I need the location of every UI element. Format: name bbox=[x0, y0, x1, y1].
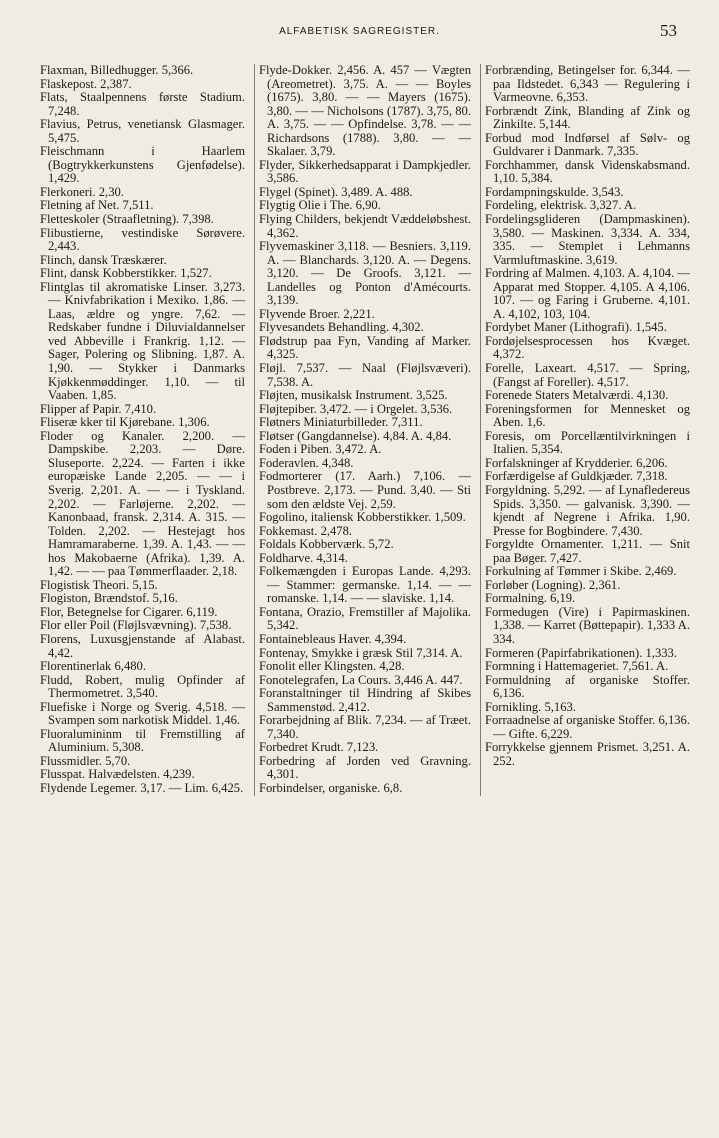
index-entry: Forgyldning. 5,292. — af Lynafledereus Spids. 3,350. — galvanisk. 3,390. — kjendt af Negrene i Afrika. 1,90. Presse for Bogbindere. 7,430. bbox=[485, 482, 690, 538]
index-entry: Flibustierne, vestindiske Sørøvere. 2,443. bbox=[40, 225, 245, 254]
index-entry: Flaxman, Billedhugger. 5,366. bbox=[40, 63, 194, 77]
index-entry: Flying Childers, bekjendt Væddeløbshest. 4,362. bbox=[259, 212, 471, 240]
index-column-right bbox=[480, 64, 690, 796]
index-entry: Formedugen (Vire) i Papirmaskinen. 1,338. — Karret (Bøttepapir). 1,333 A. 334. bbox=[485, 604, 690, 646]
index-entry: Forenede Staters Metalværdi. 4,130. bbox=[485, 388, 669, 403]
index-columns bbox=[40, 64, 690, 796]
index-entry: Flogistisk Theori. 5,15. bbox=[40, 577, 158, 592]
index-entry: Flyder, Sikkerhedsapparat i Dampkjedler. 3,586. bbox=[259, 157, 471, 186]
index-entry: Flint, dansk Kobberstikker. 1,527. bbox=[40, 266, 212, 281]
index-entry: Fokkemast. 2,478. bbox=[259, 523, 353, 538]
index-entry: Flavius, Petrus, venetiansk Glasmager. 5,475. bbox=[40, 117, 245, 145]
index-entry: Forkulning af Tømmer i Skibe. 2,469. bbox=[485, 564, 677, 579]
index-entry: Fordampningskulde. 3,543. bbox=[485, 184, 624, 199]
index-entry: Foldharve. 4,314. bbox=[259, 550, 348, 565]
index-entry: Flyvemaskiner 3,118. — Besniers. 3,119. A. — Blanchards. 3,120. A. — Degens. 3,120. — De Groofs. 3,121. — Landelles og Ponton d'Amécourts. 3,139. bbox=[259, 239, 471, 308]
index-entry: Foldals Kobberværk. 5,72. bbox=[259, 537, 394, 552]
index-entry: Forbedring af Jorden ved Gravning. 4,301. bbox=[259, 753, 471, 782]
index-entry: Foreningsformen for Mennesket og Aben. 1,6. bbox=[485, 401, 690, 430]
index-entry: Fløjtepiber. 3,472. — i Orgelet. 3,536. bbox=[259, 401, 453, 416]
index-entry: Flipper af Papir. 7,410. bbox=[40, 401, 157, 416]
index-entry: Forbrændt Zink, Blanding af Zink og Zinkilte. 5,144. bbox=[485, 103, 690, 132]
index-entry: Flyvende Broer. 2,221. bbox=[259, 306, 375, 321]
index-entry: Flogiston, Brændstof. 5,16. bbox=[40, 591, 178, 606]
index-entry: Fletning af Net. 7,511. bbox=[40, 198, 154, 213]
index-entry: Formalning. 6,19. bbox=[485, 591, 576, 606]
index-entry: Florens, Luxusgjenstande af Alabast. 4,42. bbox=[40, 631, 245, 660]
index-entry: Flaskepost. 2,387. bbox=[40, 76, 132, 91]
index-entry: Fogolino, italiensk Kobberstikker. 1,509. bbox=[259, 510, 466, 525]
index-entry: Fornikling. 5,163. bbox=[485, 699, 576, 714]
index-entry: Forrykkelse gjennem Prismet. 3,251. A. 252. bbox=[485, 740, 690, 768]
page-number: 53 bbox=[660, 21, 677, 40]
index-entry: Fløtners Miniaturbilleder. 7,311. bbox=[259, 415, 423, 430]
index-entry: Fontenay, Smykke i græsk Stil 7,314. A. bbox=[259, 645, 463, 660]
index-entry: Fliseræ kker til Kjørebane. 1,306. bbox=[40, 415, 210, 430]
index-entry: Forløber (Logning). 2,361. bbox=[485, 577, 621, 592]
index-entry: Fordeling, elektrisk. 3,327. A. bbox=[485, 198, 637, 213]
index-entry: Fordelingsglideren (Dampmaskinen). 3,580. — Maskinen. 3,334. A. 334, 335. — Stemplet i Lehmanns Varmluftmaskine. 3,619. bbox=[485, 212, 690, 267]
index-entry: Forfærdigelse af Guldkjæder. 7,318. bbox=[485, 469, 668, 484]
index-entry: Foden i Piben. 3,472. A. bbox=[259, 442, 382, 457]
index-entry: Fletteskoler (Straafletning). 7,398. bbox=[40, 212, 214, 227]
index-entry: Fleischmann i Haarlem (Bogtrykkerkunstens Gjenfødelse). 1,429. bbox=[40, 144, 245, 186]
index-entry: Formning i Hattemageriet. 7,561. A. bbox=[485, 659, 669, 674]
index-entry: Forarbejdning af Blik. 7,234. — af Træet. 7,340. bbox=[259, 713, 471, 741]
index-entry: Flydende Legemer. 3,17. — Lim. 6,425. bbox=[40, 780, 244, 795]
index-entry: Forelle, Laxeart. 4,517. — Spring, (Fangst af Foreller). 4,517. bbox=[485, 361, 690, 389]
running-head: ALFABETISK SAGREGISTER. bbox=[279, 26, 440, 37]
index-entry: Fontainebleaus Haver. 4,394. bbox=[259, 631, 407, 646]
index-entry: Foresis, om Porcellæntilvirkningen i Italien. 5,354. bbox=[485, 428, 690, 457]
index-entry: Flussmidler. 5,70. bbox=[40, 753, 131, 768]
index-entry: Fløtser (Gangdannelse). 4,84. A. 4,84. bbox=[259, 428, 452, 443]
index-entry: Folkemængden i Europas Lande. 4,293. — Stammer: germanske. 1,14. — — romanske. 1,14. — — slaviske. 1,14. bbox=[259, 564, 471, 606]
index-entry: Flerkoneri. 2,30. bbox=[40, 184, 124, 199]
index-column-left bbox=[40, 64, 245, 796]
index-entry: Fodmorterer (17. Aarh.) 7,106. — Postbreve. 2,173. — Pund. 3,40. — Sti som den ældste Vej. 2,59. bbox=[259, 469, 471, 511]
index-entry: Fludd, Robert, mulig Opfinder af Thermometret. 3,540. bbox=[40, 672, 245, 701]
index-entry: Fonotelegrafen, La Cours. 3,446 A. 447. bbox=[259, 672, 463, 687]
index-entry: Forbindelser, organiske. 6,8. bbox=[259, 780, 403, 795]
index-entry: Forraadnelse af organiske Stoffer. 6,136. — Gifte. 6,229. bbox=[485, 713, 690, 741]
index-entry: Flats, Staalpennens første Stadium. 7,248. bbox=[40, 90, 245, 118]
index-entry: Flygel (Spinet). 3,489. A. 488. bbox=[259, 184, 413, 199]
index-entry: Fluoralumininm til Fremstilling af Aluminium. 5,308. bbox=[40, 726, 245, 755]
index-column-middle bbox=[254, 64, 471, 796]
index-entry: Foranstaltninger til Hindring af Skibes Sammenstød. 2,412. bbox=[259, 686, 471, 714]
index-entry: Florentinerlak 6,480. bbox=[40, 659, 146, 674]
index-entry: Flyvesandets Behandling. 4,302. bbox=[259, 320, 424, 335]
index-entry: Fluefiske i Norge og Sverig. 4,518. — Svampen som narkotisk Middel. 1,46. bbox=[40, 699, 245, 728]
index-entry: Flinch, dansk Træskærer. bbox=[40, 252, 167, 267]
index-entry: Formuldning af organiske Stoffer. 6,136. bbox=[485, 672, 690, 701]
index-entry: Forfalskninger af Krydderier. 6,206. bbox=[485, 455, 668, 470]
index-entry: Fordøjelsesprocessen hos Kvæget. 4,372. bbox=[485, 333, 690, 362]
index-entry: Flor eller Poil (Fløjlsvævning). 7,538. bbox=[40, 618, 232, 633]
index-entry: Forbedret Krudt. 7,123. bbox=[259, 740, 379, 755]
index-entry: Forgyldte Ornamenter. 1,211. — Snit paa Bøger. 7,427. bbox=[485, 537, 690, 565]
index-entry: Forchhammer, dansk Videnskabsmand. 1,10. 5,384. bbox=[485, 157, 690, 186]
index-entry: Flødstrup paa Fyn, Vanding af Marker. 4,325. bbox=[259, 333, 471, 362]
index-entry: Flusspat. Halvædelsten. 4,239. bbox=[40, 767, 195, 782]
index-entry: Flyde-Dokker. 2,456. A. 457 — Vægten (Areometret). 3,75. A. — — Boyles (1675). 3,80. — — Mayers (1675). 3,80. — — Nicholsons (1787). 3,75, 80. A. 3,75. — — Opfindelse. 3,78. — — Richardsons (1788). 3,80. — — Skalaer. 3,79. bbox=[259, 63, 471, 159]
index-entry: Fordybet Maner (Lithografi). 1,545. bbox=[485, 320, 667, 335]
index-entry: Formeren (Papirfabrikationen). 1,333. bbox=[485, 645, 677, 660]
index-entry: Foderavlen. 4,348. bbox=[259, 455, 354, 470]
index-entry: Fonolit eller Klingsten. 4,28. bbox=[259, 659, 405, 674]
index-entry: Forbrænding, Betingelser for. 6,344. — paa Ildstedet. 6,343 — Regulering i Varmeovne. 6,353. bbox=[485, 63, 690, 105]
index-entry: Fløjl. 7,537. — Naal (Fløjlsvæveri). 7,538. A. bbox=[259, 361, 471, 389]
index-entry: Fontana, Orazio, Fremstiller af Majolika. 5,342. bbox=[259, 604, 471, 633]
index-entry: Fordring af Malmen. 4,103. A. 4,104. — Apparat med Stopper. 4,105. A 4,106. 107. — og Faring i Gruberne. 4,101. A. 4,102, 103, 104. bbox=[485, 266, 690, 321]
index-entry: Flintglas til akromatiske Linser. 3,273. — Knivfabrikation i Mexiko. 1,86. — Laas, ældre og yngre. 7,62. — Redskaber fundne i Diluvialdannelser ved Abbeville i Frankrig. 1,12. — Sager, Polering og Slibning. 1,87. A. 1,90. — Stykker i Danmarks Kjøkkenmøddinger. 1,10. — til Vaaben. 1,85. bbox=[40, 279, 245, 403]
index-entry: Floder og Kanaler. 2,200. — Dampskibe. 2,203. — Døre. Sluseporte. 2,224. — Farten i ikke europæiske Lande 2,205. — — i Sverig. 2,201. A. — — i Tyskland. 2,202. — Farløjerne. 2,202. — Kanonbaad, fransk. 2,314. A. 315. — Tolden. 2,202. — Hestejagt hos Hamramaraberne. 1,39. A. 1,43. — — hos Makobaerne (Afrika). 1,39. A. 1,42. — — paa Tømmerflaader. 2,18. bbox=[40, 428, 245, 579]
index-entry: Forbud mod Indførsel af Sølv- og Guldvarer i Danmark. 7,335. bbox=[485, 130, 690, 159]
index-entry: Flor, Betegnelse for Cigarer. 6,119. bbox=[40, 604, 218, 619]
index-entry: Flygtig Olie i The. 6,90. bbox=[259, 198, 381, 213]
index-entry: Fløjten, musikalsk Instrument. 3,525. bbox=[259, 388, 448, 403]
